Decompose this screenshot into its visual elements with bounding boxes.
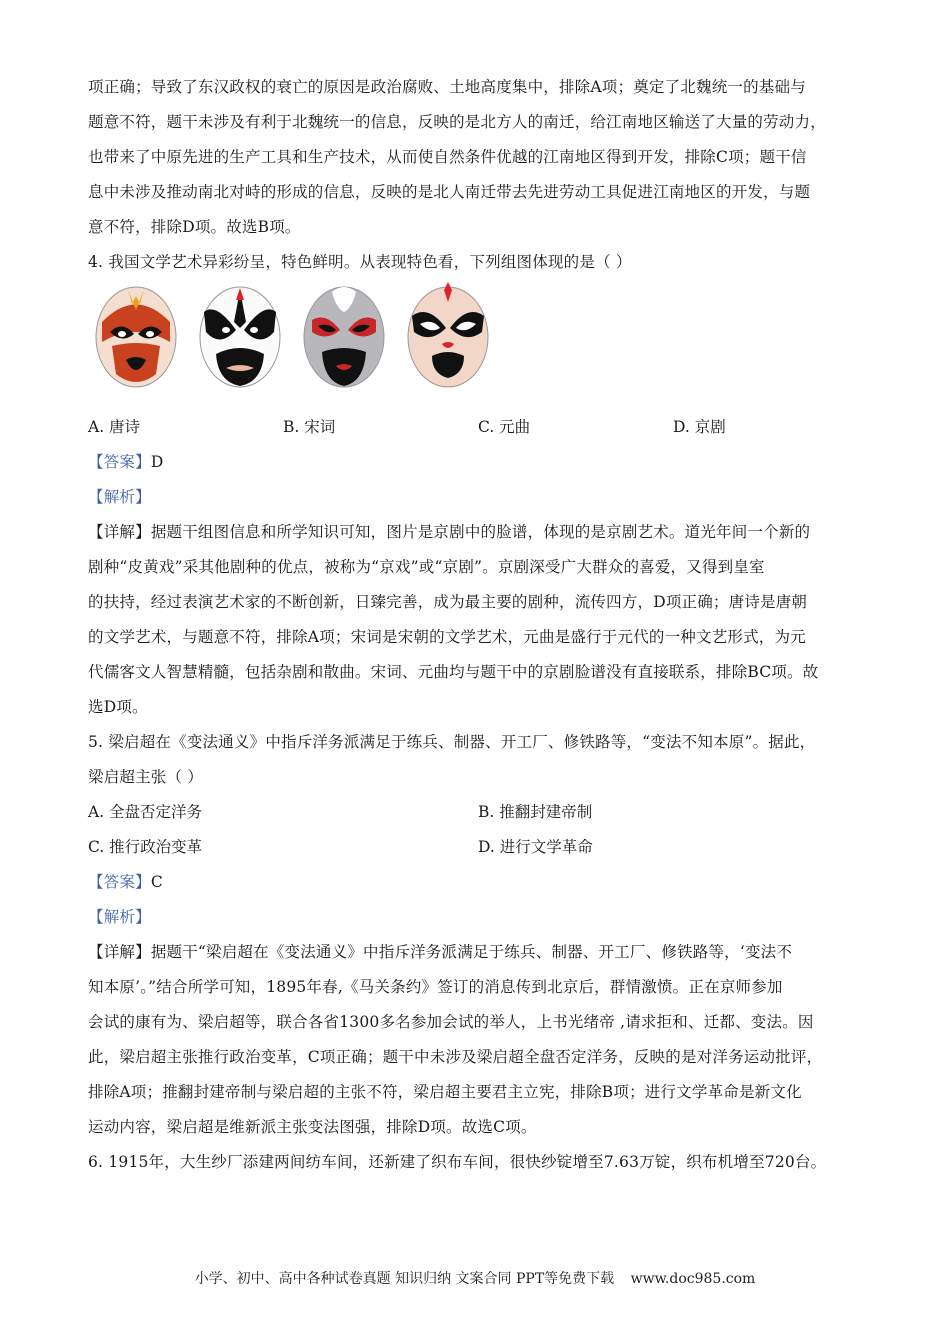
- answer-value: D: [150, 453, 164, 471]
- opera-mask-image-2: [196, 282, 284, 392]
- text-line: 代儒客文人智慧精髓，包括杂剧和散曲。宋词、元曲均与题干中的京剧脸谱没有直接联系，排除BC项。故: [88, 663, 819, 681]
- text-line: 知本原’。”结合所学可知，1895年春,《马关条约》签订的消息传到北京后，群情激愤。正在京师参加: [88, 978, 783, 996]
- question-6: [88, 1145, 868, 1180]
- q4-answer: [88, 445, 868, 480]
- text-line: 的扶持，经过表演艺术家的不断创新，日臻完善，成为最主要的剧种，流传四方，D项正确；唐诗是唐朝: [88, 593, 808, 611]
- opera-mask-image-1: [92, 282, 180, 392]
- q4-stem: 4. 我国文学艺术异彩纷呈，特色鲜明。从表现特色看，下列组图体现的是（ ）: [88, 253, 632, 271]
- page-footer: [0, 1268, 950, 1288]
- text-line: [88, 935, 868, 970]
- q4-option-c[interactable]: C. 元曲: [478, 418, 531, 436]
- text-line: 的文学艺术，与题意不符，排除A项；宋词是宋朝的文学艺术，元曲是盛行于元代的一种文艺形式，为元: [88, 628, 806, 646]
- analysis-tag: 【解析】: [88, 908, 151, 926]
- opera-mask-image-3: [300, 282, 388, 392]
- q4-option-d[interactable]: D. 京剧: [673, 418, 726, 436]
- opera-mask-image-4: [404, 282, 492, 392]
- text-line: 题意不符，题干未涉及有利于北魏统一的信息，反映的是北方人的南迁，给江南地区输送了大量的劳动力，: [88, 113, 826, 131]
- q4-options: [88, 410, 868, 445]
- q5-option-b[interactable]: B. 推翻封建帝制: [478, 803, 593, 821]
- q4-analysis-heading: [88, 480, 868, 515]
- text-line: 会试的康有为、梁启超等，联合各省1300多名参加会试的举人，上书光绪帝 ,请求拒和、迁都、变法。因: [88, 1013, 814, 1031]
- opera-mask-figure: [92, 282, 868, 402]
- q5-option-d[interactable]: D. 进行文学革命: [478, 838, 593, 856]
- answer-value: C: [150, 873, 163, 891]
- question-4: [88, 245, 868, 725]
- detail-text: 据题干“梁启超在《变法通义》中指斥洋务派满足于练兵、制器、开工厂、修铁路等，‘变法不: [150, 943, 793, 961]
- q5-options-row: [88, 795, 868, 830]
- q4-option-a[interactable]: A. 唐诗: [88, 418, 141, 436]
- document-page: [88, 70, 868, 1180]
- answer-tag: 【答案】: [88, 873, 151, 891]
- text-line: 排除A项；推翻封建帝制与梁启超的主张不符，梁启超主要君主立宪，排除B项；进行文学革命是新文化: [88, 1083, 802, 1101]
- text-line: 息中未涉及推动南北对峙的形成的信息，反映的是北人南迁带去先进劳动工具促进江南地区的开发，与题: [88, 183, 811, 201]
- question-5: [88, 725, 868, 1145]
- detail-text: 据题干组图信息和所学知识可知，图片是京剧中的脸谱，体现的是京剧艺术。道光年间一个新的: [150, 523, 811, 541]
- text-line: 选D项。: [88, 698, 148, 716]
- q4-option-b[interactable]: B. 宋词: [283, 418, 336, 436]
- text-line: 意不符，排除D项。故选B项。: [88, 218, 301, 236]
- text-line: 也带来了中原先进的生产工具和生产技术，从而使自然条件优越的江南地区得到开发，排除C项；题干信: [88, 148, 807, 166]
- q5-stem-line: 5. 梁启超在《变法通义》中指斥洋务派满足于练兵、制器、开工厂、修铁路等，“变法不知本原”。据此，: [88, 733, 816, 751]
- footer-text: 小学、初中、高中各种试卷真题 知识归纳 文案合同 PPT等免费下载: [194, 1271, 615, 1287]
- text-line: [88, 515, 868, 550]
- detail-tag: 【详解】: [88, 523, 151, 541]
- text-line: 此，梁启超主张推行政治变革，C项正确；题干中未涉及梁启超全盘否定洋务，反映的是对洋务运动批评，: [88, 1048, 823, 1066]
- q6-stem: 6. 1915年，大生纱厂添建两间纺车间，还新建了织布车间，很快纱锭增至7.63万锭，织布机增至720台。: [88, 1153, 827, 1171]
- q5-option-c[interactable]: C. 推行政治变革: [88, 838, 203, 856]
- answer-tag: 【答案】: [88, 453, 151, 471]
- text-line: 运动内容，梁启超是维新派主张变法图强，排除D项。故选C项。: [88, 1118, 537, 1136]
- text-line: 剧种“皮黄戏”采其他剧种的优点，被称为“京戏”或“京剧”。京剧深受广大群众的喜爱，又得到皇室: [88, 558, 765, 576]
- detail-tag: 【详解】: [88, 943, 151, 961]
- footer-link[interactable]: www.doc985.com: [630, 1271, 756, 1287]
- q5-option-a[interactable]: A. 全盘否定洋务: [88, 803, 203, 821]
- analysis-tag: 【解析】: [88, 488, 151, 506]
- q5-analysis-heading: [88, 900, 868, 935]
- q3-analysis: [88, 70, 868, 245]
- q5-options-row: [88, 830, 868, 865]
- q5-stem-line: 梁启超主张（ ）: [88, 768, 204, 786]
- q5-answer: [88, 865, 868, 900]
- text-line: 项正确；导致了东汉政权的衰亡的原因是政治腐败、土地高度集中，排除A项；奠定了北魏统一的基础与: [88, 78, 806, 96]
